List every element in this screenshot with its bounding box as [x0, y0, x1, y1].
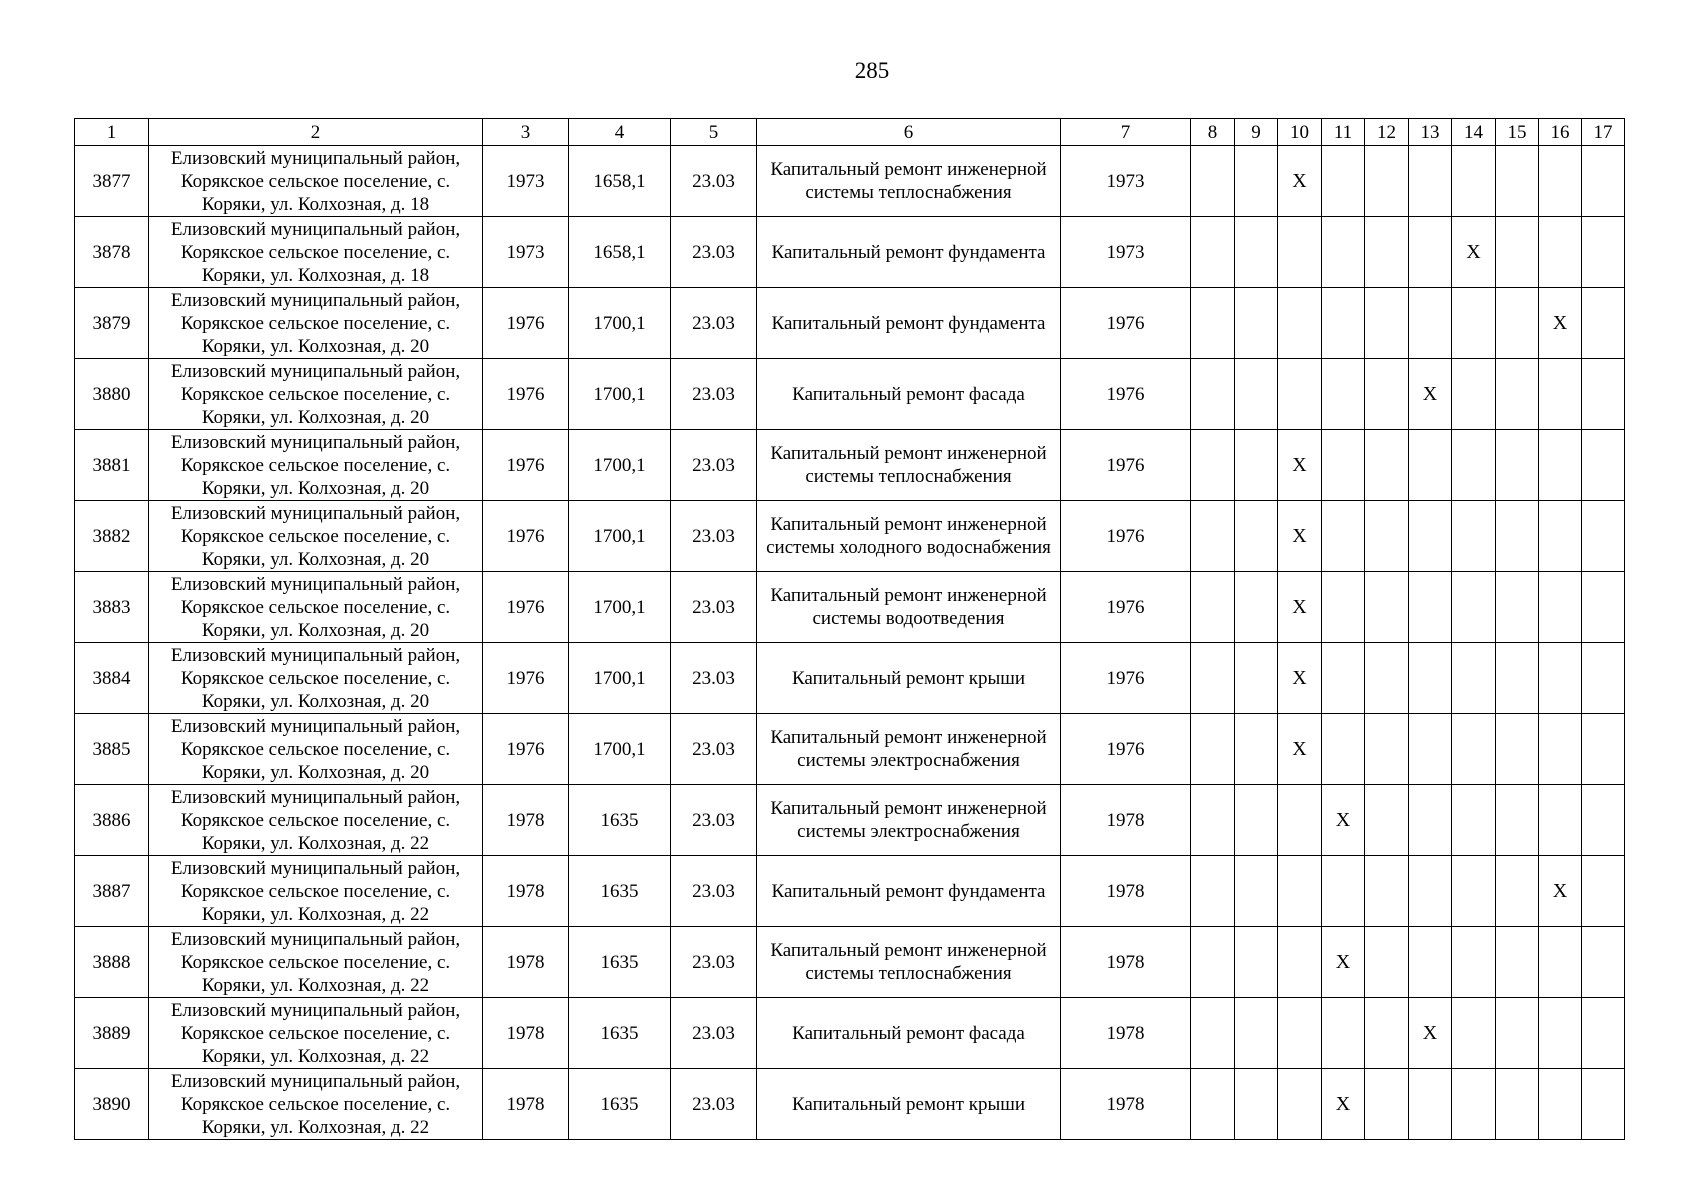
- mark-cell: [1409, 998, 1452, 1069]
- mark-cell: [1452, 430, 1496, 501]
- mark-cell: [1235, 572, 1278, 643]
- mark-cell: [1365, 1069, 1409, 1140]
- mark-cell: [1452, 288, 1496, 359]
- mark-cell: [1582, 217, 1625, 288]
- year-cell: 1976: [1061, 643, 1191, 714]
- address-cell: Елизовский муниципальный район, Корякское сельское поселение, с. Коряки, ул. Колхозная, д. 20: [149, 643, 483, 714]
- mark-cell: [1539, 927, 1582, 998]
- row-number-cell: 3890: [75, 1069, 149, 1140]
- mark-cell: [1278, 856, 1322, 927]
- year-cell: 1978: [1061, 856, 1191, 927]
- mark-cell: [1278, 1069, 1322, 1140]
- area-cell: 1700,1: [569, 572, 671, 643]
- row-number-cell: 3885: [75, 714, 149, 785]
- address-cell: Елизовский муниципальный район, Корякское сельское поселение, с. Коряки, ул. Колхозная, д. 22: [149, 927, 483, 998]
- x-mark: X: [1292, 453, 1307, 476]
- mark-cell: [1322, 785, 1365, 856]
- area-cell: 1700,1: [569, 714, 671, 785]
- mark-cell: [1191, 288, 1235, 359]
- address-cell: Елизовский муниципальный район, Корякское сельское поселение, с. Коряки, ул. Колхозная, д. 20: [149, 288, 483, 359]
- mark-cell: [1582, 430, 1625, 501]
- mark-cell: [1322, 927, 1365, 998]
- mark-cell: [1496, 856, 1539, 927]
- year-cell: 1976: [1061, 714, 1191, 785]
- mark-cell: [1365, 856, 1409, 927]
- mark-cell: [1322, 359, 1365, 430]
- x-mark: X: [1335, 808, 1351, 831]
- x-mark: X: [1552, 311, 1568, 334]
- code-cell: 23.03: [671, 146, 757, 217]
- column-header: 4: [569, 119, 671, 146]
- page-number: 285: [854, 58, 890, 83]
- mark-cell: [1235, 785, 1278, 856]
- mark-cell: [1452, 217, 1496, 288]
- build-year-cell: 1976: [483, 643, 569, 714]
- area-cell: 1700,1: [569, 288, 671, 359]
- table-row: [75, 643, 1625, 714]
- mark-cell: [1539, 217, 1582, 288]
- mark-cell: [1235, 643, 1278, 714]
- mark-cell: [1409, 643, 1452, 714]
- row-number-cell: 3888: [75, 927, 149, 998]
- mark-cell: [1452, 572, 1496, 643]
- mark-cell: [1365, 998, 1409, 1069]
- mark-cell: [1496, 643, 1539, 714]
- row-number-cell: 3889: [75, 998, 149, 1069]
- row-number-cell: 3877: [75, 146, 149, 217]
- work-type-cell: Капитальный ремонт инженерной системы теплоснабжения: [757, 146, 1061, 217]
- mark-cell: [1496, 430, 1539, 501]
- area-cell: 1635: [569, 998, 671, 1069]
- mark-cell: [1409, 501, 1452, 572]
- build-year-cell: 1976: [483, 430, 569, 501]
- code-cell: 23.03: [671, 501, 757, 572]
- mark-cell: [1582, 714, 1625, 785]
- column-header: 1: [75, 119, 149, 146]
- year-cell: 1978: [1061, 1069, 1191, 1140]
- mark-cell: [1582, 927, 1625, 998]
- mark-cell: [1278, 572, 1322, 643]
- mark-cell: [1365, 927, 1409, 998]
- mark-cell: [1322, 714, 1365, 785]
- row-number-cell: 3882: [75, 501, 149, 572]
- mark-cell: [1582, 643, 1625, 714]
- x-mark: X: [1292, 169, 1307, 192]
- work-type-cell: Капитальный ремонт фасада: [757, 359, 1061, 430]
- mark-cell: [1409, 430, 1452, 501]
- table-row: [75, 785, 1625, 856]
- mark-cell: [1452, 146, 1496, 217]
- mark-cell: [1235, 430, 1278, 501]
- mark-cell: [1539, 572, 1582, 643]
- mark-cell: [1582, 785, 1625, 856]
- work-type-cell: Капитальный ремонт инженерной системы холодного водоснабжения: [757, 501, 1061, 572]
- mark-cell: [1191, 927, 1235, 998]
- work-type-cell: Капитальный ремонт инженерной системы водоотведения: [757, 572, 1061, 643]
- work-type-cell: Капитальный ремонт крыши: [757, 643, 1061, 714]
- mark-cell: [1322, 501, 1365, 572]
- mark-cell: [1582, 288, 1625, 359]
- column-header: 12: [1365, 119, 1409, 146]
- row-number-cell: 3884: [75, 643, 149, 714]
- area-cell: 1635: [569, 856, 671, 927]
- code-cell: 23.03: [671, 927, 757, 998]
- mark-cell: [1191, 998, 1235, 1069]
- mark-cell: [1235, 856, 1278, 927]
- mark-cell: [1365, 643, 1409, 714]
- mark-cell: [1278, 430, 1322, 501]
- mark-cell: [1365, 146, 1409, 217]
- mark-cell: [1278, 217, 1322, 288]
- table-row: [75, 714, 1625, 785]
- row-number-cell: 3878: [75, 217, 149, 288]
- mark-cell: [1278, 501, 1322, 572]
- mark-cell: [1452, 501, 1496, 572]
- row-number-cell: 3886: [75, 785, 149, 856]
- mark-cell: [1365, 430, 1409, 501]
- column-header: 8: [1191, 119, 1235, 146]
- address-cell: Елизовский муниципальный район, Корякское сельское поселение, с. Коряки, ул. Колхозная, д. 22: [149, 856, 483, 927]
- mark-cell: [1235, 714, 1278, 785]
- code-cell: 23.03: [671, 1069, 757, 1140]
- mark-cell: [1539, 288, 1582, 359]
- mark-cell: [1409, 856, 1452, 927]
- work-type-cell: Капитальный ремонт инженерной системы электроснабжения: [757, 785, 1061, 856]
- mark-cell: [1278, 643, 1322, 714]
- mark-cell: [1409, 572, 1452, 643]
- work-type-cell: Капитальный ремонт фундамента: [757, 856, 1061, 927]
- row-number-cell: 3880: [75, 359, 149, 430]
- mark-cell: [1365, 785, 1409, 856]
- mark-cell: [1322, 572, 1365, 643]
- column-header: 11: [1322, 119, 1365, 146]
- build-year-cell: 1978: [483, 856, 569, 927]
- mark-cell: [1409, 927, 1452, 998]
- mark-cell: [1496, 998, 1539, 1069]
- column-header: 10: [1278, 119, 1322, 146]
- mark-cell: [1235, 998, 1278, 1069]
- mark-cell: [1278, 785, 1322, 856]
- table-row: [75, 856, 1625, 927]
- mark-cell: [1365, 359, 1409, 430]
- area-cell: 1658,1: [569, 217, 671, 288]
- mark-cell: [1235, 217, 1278, 288]
- column-header: 13: [1409, 119, 1452, 146]
- column-header: 3: [483, 119, 569, 146]
- mark-cell: [1409, 146, 1452, 217]
- mark-cell: [1191, 572, 1235, 643]
- table-row: [75, 572, 1625, 643]
- mark-cell: [1582, 359, 1625, 430]
- mark-cell: [1452, 927, 1496, 998]
- year-cell: 1973: [1061, 146, 1191, 217]
- table-row: [75, 998, 1625, 1069]
- address-cell: Елизовский муниципальный район, Корякское сельское поселение, с. Коряки, ул. Колхозная, д. 18: [149, 217, 483, 288]
- mark-cell: [1322, 1069, 1365, 1140]
- row-number-cell: 3887: [75, 856, 149, 927]
- area-cell: 1635: [569, 785, 671, 856]
- mark-cell: [1539, 785, 1582, 856]
- area-cell: 1700,1: [569, 643, 671, 714]
- x-mark: X: [1292, 595, 1307, 618]
- mark-cell: [1409, 359, 1452, 430]
- column-header: 17: [1582, 119, 1625, 146]
- mark-cell: [1582, 572, 1625, 643]
- mark-cell: [1235, 927, 1278, 998]
- mark-cell: [1539, 998, 1582, 1069]
- work-type-cell: Капитальный ремонт фасада: [757, 998, 1061, 1069]
- table-row: [75, 927, 1625, 998]
- mark-cell: [1191, 217, 1235, 288]
- x-mark: X: [1335, 950, 1351, 973]
- year-cell: 1976: [1061, 359, 1191, 430]
- area-cell: 1635: [569, 927, 671, 998]
- x-mark: X: [1552, 879, 1568, 902]
- build-year-cell: 1976: [483, 501, 569, 572]
- code-cell: 23.03: [671, 288, 757, 359]
- mark-cell: [1582, 998, 1625, 1069]
- address-cell: Елизовский муниципальный район, Корякское сельское поселение, с. Коряки, ул. Колхозная, д. 22: [149, 1069, 483, 1140]
- mark-cell: [1235, 1069, 1278, 1140]
- year-cell: 1976: [1061, 501, 1191, 572]
- column-header: 5: [671, 119, 757, 146]
- mark-cell: [1496, 501, 1539, 572]
- mark-cell: [1496, 359, 1539, 430]
- mark-cell: [1409, 785, 1452, 856]
- code-cell: 23.03: [671, 998, 757, 1069]
- mark-cell: [1322, 217, 1365, 288]
- row-number-cell: 3883: [75, 572, 149, 643]
- mark-cell: [1409, 217, 1452, 288]
- mark-cell: [1496, 572, 1539, 643]
- mark-cell: [1365, 714, 1409, 785]
- table-body: [75, 146, 1625, 1140]
- mark-cell: [1278, 927, 1322, 998]
- mark-cell: [1365, 217, 1409, 288]
- row-number-cell: 3881: [75, 430, 149, 501]
- mark-cell: [1278, 146, 1322, 217]
- mark-cell: [1452, 785, 1496, 856]
- code-cell: 23.03: [671, 217, 757, 288]
- mark-cell: [1539, 430, 1582, 501]
- build-year-cell: 1978: [483, 1069, 569, 1140]
- mark-cell: [1539, 146, 1582, 217]
- mark-cell: [1496, 1069, 1539, 1140]
- work-type-cell: Капитальный ремонт фундамента: [757, 288, 1061, 359]
- code-cell: 23.03: [671, 430, 757, 501]
- x-mark: X: [1292, 524, 1307, 547]
- mark-cell: [1539, 714, 1582, 785]
- column-header: 6: [757, 119, 1061, 146]
- mark-cell: [1539, 1069, 1582, 1140]
- mark-cell: [1496, 785, 1539, 856]
- year-cell: 1976: [1061, 430, 1191, 501]
- mark-cell: [1322, 643, 1365, 714]
- table-row: [75, 1069, 1625, 1140]
- year-cell: 1978: [1061, 998, 1191, 1069]
- mark-cell: [1452, 856, 1496, 927]
- mark-cell: [1322, 998, 1365, 1069]
- year-cell: 1978: [1061, 785, 1191, 856]
- mark-cell: [1539, 856, 1582, 927]
- x-mark: X: [1335, 1092, 1351, 1115]
- column-header: 7: [1061, 119, 1191, 146]
- mark-cell: [1191, 146, 1235, 217]
- address-cell: Елизовский муниципальный район, Корякское сельское поселение, с. Коряки, ул. Колхозная, д. 22: [149, 785, 483, 856]
- column-header: 14: [1452, 119, 1496, 146]
- year-cell: 1976: [1061, 572, 1191, 643]
- work-type-cell: Капитальный ремонт инженерной системы электроснабжения: [757, 714, 1061, 785]
- area-cell: 1658,1: [569, 146, 671, 217]
- column-header: 2: [149, 119, 483, 146]
- x-mark: X: [1292, 737, 1307, 760]
- x-mark: X: [1422, 1021, 1438, 1044]
- year-cell: 1978: [1061, 927, 1191, 998]
- mark-cell: [1235, 359, 1278, 430]
- mark-cell: [1409, 288, 1452, 359]
- year-cell: 1976: [1061, 288, 1191, 359]
- build-year-cell: 1976: [483, 288, 569, 359]
- repair-registry-table: [74, 118, 1625, 1140]
- mark-cell: [1582, 1069, 1625, 1140]
- code-cell: 23.03: [671, 643, 757, 714]
- area-cell: 1635: [569, 1069, 671, 1140]
- build-year-cell: 1978: [483, 785, 569, 856]
- mark-cell: [1409, 714, 1452, 785]
- mark-cell: [1322, 146, 1365, 217]
- row-number-cell: 3879: [75, 288, 149, 359]
- column-header: 15: [1496, 119, 1539, 146]
- mark-cell: [1452, 998, 1496, 1069]
- mark-cell: [1409, 1069, 1452, 1140]
- mark-cell: [1278, 288, 1322, 359]
- build-year-cell: 1978: [483, 927, 569, 998]
- mark-cell: [1191, 856, 1235, 927]
- mark-cell: [1582, 501, 1625, 572]
- address-cell: Елизовский муниципальный район, Корякское сельское поселение, с. Коряки, ул. Колхозная, д. 20: [149, 572, 483, 643]
- mark-cell: [1235, 501, 1278, 572]
- table-row: [75, 359, 1625, 430]
- table-row: [75, 430, 1625, 501]
- mark-cell: [1191, 359, 1235, 430]
- build-year-cell: 1978: [483, 998, 569, 1069]
- build-year-cell: 1976: [483, 359, 569, 430]
- mark-cell: [1235, 288, 1278, 359]
- mark-cell: [1365, 288, 1409, 359]
- mark-cell: [1452, 1069, 1496, 1140]
- x-mark: X: [1466, 240, 1481, 263]
- address-cell: Елизовский муниципальный район, Корякское сельское поселение, с. Коряки, ул. Колхозная, д. 20: [149, 714, 483, 785]
- mark-cell: [1191, 1069, 1235, 1140]
- mark-cell: [1582, 856, 1625, 927]
- mark-cell: [1496, 217, 1539, 288]
- mark-cell: [1452, 643, 1496, 714]
- area-cell: 1700,1: [569, 430, 671, 501]
- mark-cell: [1191, 785, 1235, 856]
- mark-cell: [1278, 714, 1322, 785]
- code-cell: 23.03: [671, 785, 757, 856]
- address-cell: Елизовский муниципальный район, Корякское сельское поселение, с. Коряки, ул. Колхозная, д. 20: [149, 501, 483, 572]
- mark-cell: [1496, 714, 1539, 785]
- address-cell: Елизовский муниципальный район, Корякское сельское поселение, с. Коряки, ул. Колхозная, д. 18: [149, 146, 483, 217]
- x-mark: X: [1422, 382, 1438, 405]
- code-cell: 23.03: [671, 856, 757, 927]
- work-type-cell: Капитальный ремонт инженерной системы теплоснабжения: [757, 430, 1061, 501]
- mark-cell: [1191, 714, 1235, 785]
- year-cell: 1973: [1061, 217, 1191, 288]
- mark-cell: [1496, 288, 1539, 359]
- mark-cell: [1278, 998, 1322, 1069]
- mark-cell: [1365, 501, 1409, 572]
- address-cell: Елизовский муниципальный район, Корякское сельское поселение, с. Коряки, ул. Колхозная, д. 20: [149, 359, 483, 430]
- code-cell: 23.03: [671, 714, 757, 785]
- column-number-row: [75, 119, 1625, 146]
- build-year-cell: 1976: [483, 572, 569, 643]
- address-cell: Елизовский муниципальный район, Корякское сельское поселение, с. Коряки, ул. Колхозная, д. 20: [149, 430, 483, 501]
- x-mark: X: [1292, 666, 1307, 689]
- mark-cell: [1191, 643, 1235, 714]
- mark-cell: [1452, 359, 1496, 430]
- mark-cell: [1539, 359, 1582, 430]
- column-header: 9: [1235, 119, 1278, 146]
- work-type-cell: Капитальный ремонт инженерной системы теплоснабжения: [757, 927, 1061, 998]
- work-type-cell: Капитальный ремонт крыши: [757, 1069, 1061, 1140]
- work-type-cell: Капитальный ремонт фундамента: [757, 217, 1061, 288]
- mark-cell: [1278, 359, 1322, 430]
- code-cell: 23.03: [671, 572, 757, 643]
- build-year-cell: 1973: [483, 217, 569, 288]
- column-header: 16: [1539, 119, 1582, 146]
- area-cell: 1700,1: [569, 359, 671, 430]
- mark-cell: [1539, 643, 1582, 714]
- mark-cell: [1235, 146, 1278, 217]
- mark-cell: [1539, 501, 1582, 572]
- mark-cell: [1365, 572, 1409, 643]
- table-row: [75, 288, 1625, 359]
- mark-cell: [1322, 288, 1365, 359]
- mark-cell: [1322, 430, 1365, 501]
- mark-cell: [1191, 430, 1235, 501]
- mark-cell: [1322, 856, 1365, 927]
- mark-cell: [1191, 501, 1235, 572]
- table-row: [75, 501, 1625, 572]
- address-cell: Елизовский муниципальный район, Корякское сельское поселение, с. Коряки, ул. Колхозная, д. 22: [149, 998, 483, 1069]
- code-cell: 23.03: [671, 359, 757, 430]
- mark-cell: [1496, 146, 1539, 217]
- table-header: [75, 119, 1625, 146]
- mark-cell: [1582, 146, 1625, 217]
- table-row: [75, 146, 1625, 217]
- table-row: [75, 217, 1625, 288]
- build-year-cell: 1976: [483, 714, 569, 785]
- build-year-cell: 1973: [483, 146, 569, 217]
- mark-cell: [1496, 927, 1539, 998]
- area-cell: 1700,1: [569, 501, 671, 572]
- mark-cell: [1452, 714, 1496, 785]
